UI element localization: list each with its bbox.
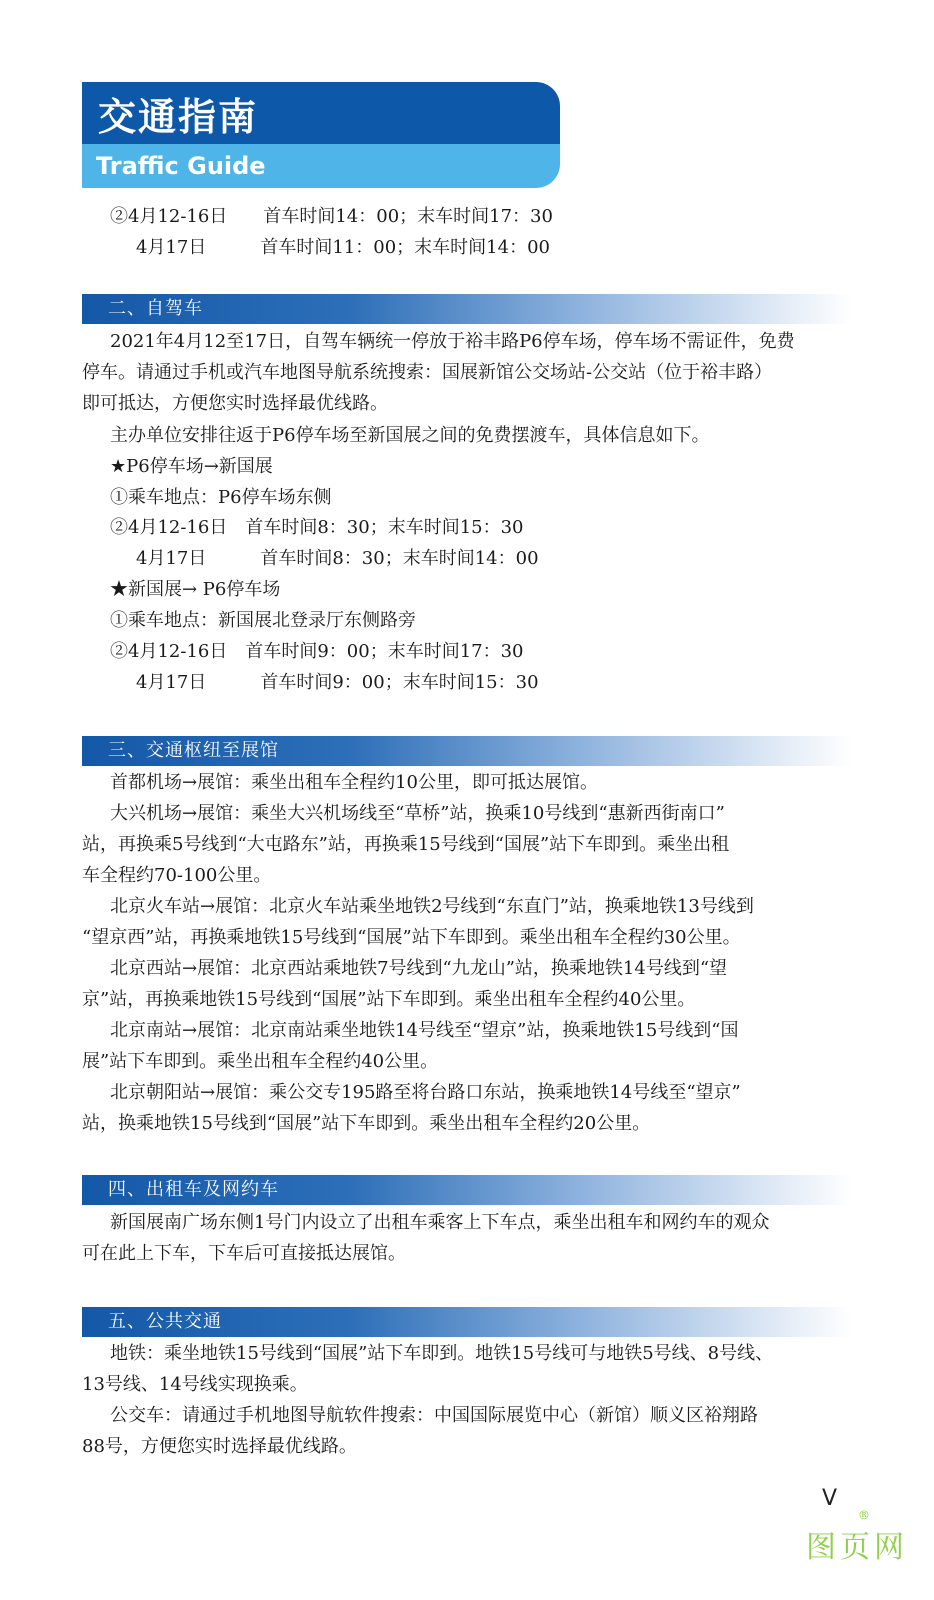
paragraph-line: 可在此上下车，下车后可直接抵达展馆。 [82,1243,406,1264]
section-title: 三、交通枢纽至展馆 [108,740,279,761]
registered-mark: ® [858,1508,870,1522]
paragraph-line: 主办单位安排往返于P6停车场至新国展之间的免费摆渡车，具体信息如下。 [110,425,710,446]
section-title: 五、公共交通 [108,1311,222,1332]
paragraph-line: 北京朝阳站→展馆：乘公交专195路至将台路口东站，换乘地铁14号线至“望京” [110,1082,741,1103]
paragraph-line: 新国展南广场东侧1号门内设立了出租车乘客上下车点，乘坐出租车和网约车的观众 [110,1212,770,1233]
header-subtitle-band [82,144,560,188]
watermark: 图页网 [806,1530,908,1565]
paragraph-line: 2021年4月12至17日，自驾车辆统一停放于裕丰路P6停车场，停车场不需证件，免费 [110,331,795,352]
page-subtitle: Traffic Guide [96,152,266,180]
paragraph-line: 北京西站→展馆：北京西站乘地铁7号线到“九龙山”站，换乘地铁14号线到“望 [110,958,728,979]
paragraph-line: 展”站下车即到。乘坐出租车全程约40公里。 [82,1051,439,1072]
route-detail: ①乘车地点：P6停车场东侧 [110,487,332,508]
paragraph-line: 站，换乘地铁15号线到“国展”站下车即到。乘坐出租车全程约20公里。 [82,1113,651,1134]
paragraph-line: 北京南站→展馆：北京南站乘坐地铁14号线至“望京”站，换乘地铁15号线到“国 [110,1020,739,1041]
section-bar-taxi [82,1175,852,1205]
route-heading: ★新国展→ P6停车场 [110,579,281,600]
section-bar-self-drive [82,294,852,324]
paragraph-line: 停车。请通过手机或汽车地图导航系统搜索：国展新馆公交场站-公交站（位于裕丰路） [82,362,773,383]
route-detail: ①乘车地点：新国展北登录厅东侧路旁 [110,610,416,631]
paragraph-line: 13号线、14号线实现换乘。 [82,1374,308,1395]
paragraph-line: “望京西”站，再换乘地铁15号线到“国展”站下车即到。乘坐出租车全程约30公里。 [82,927,741,948]
section-title: 二、自驾车 [108,298,203,319]
route-detail: 4月17日 首车时间9：00；末车时间15：30 [136,672,539,693]
paragraph-line: 地铁：乘坐地铁15号线到“国展”站下车即到。地铁15号线可与地铁5号线、8号线、 [110,1343,774,1364]
route-detail: ②4月12-16日 首车时间9：00；末车时间17：30 [110,641,524,662]
intro-line-1: ②4月12-16日 首车时间14：00；末车时间17：30 [110,206,553,227]
paragraph-line: 88号，方便您实时选择最优线路。 [82,1436,357,1457]
route-detail: ②4月12-16日 首车时间8：30；末车时间15：30 [110,517,524,538]
route-heading: ★P6停车场→新国展 [110,456,273,477]
paragraph-line: 即可抵达，方便您实时选择最优线路。 [82,393,388,414]
page-header [82,82,560,190]
page-number: V [822,1486,838,1511]
paragraph-line: 大兴机场→展馆：乘坐大兴机场线至“草桥”站，换乘10号线到“惠新西街南口” [110,803,725,824]
header-title-band [82,82,560,144]
paragraph-line: 站，再换乘5号线到“大屯路东”站，再换乘15号线到“国展”站下车即到。乘坐出租 [82,834,730,855]
paragraph-line: 车全程约70-100公里。 [82,865,272,886]
intro-line-2: 4月17日 首车时间11：00；末车时间14：00 [136,237,550,258]
paragraph-line: 首都机场→展馆：乘坐出租车全程约10公里，即可抵达展馆。 [110,772,598,793]
paragraph-line: 公交车：请通过手机地图导航软件搜索：中国国际展览中心（新馆）顺义区裕翔路 [110,1405,758,1426]
section-bar-transport-hubs [82,736,852,766]
paragraph-line: 京”站，再换乘地铁15号线到“国展”站下车即到。乘坐出租车全程约40公里。 [82,989,696,1010]
section-bar-public-transport [82,1307,852,1337]
section-title: 四、出租车及网约车 [108,1179,279,1200]
page-title: 交通指南 [98,94,259,139]
route-detail: 4月17日 首车时间8：30；末车时间14：00 [136,548,539,569]
paragraph-line: 北京火车站→展馆：北京火车站乘坐地铁2号线到“东直门”站，换乘地铁13号线到 [110,896,754,917]
